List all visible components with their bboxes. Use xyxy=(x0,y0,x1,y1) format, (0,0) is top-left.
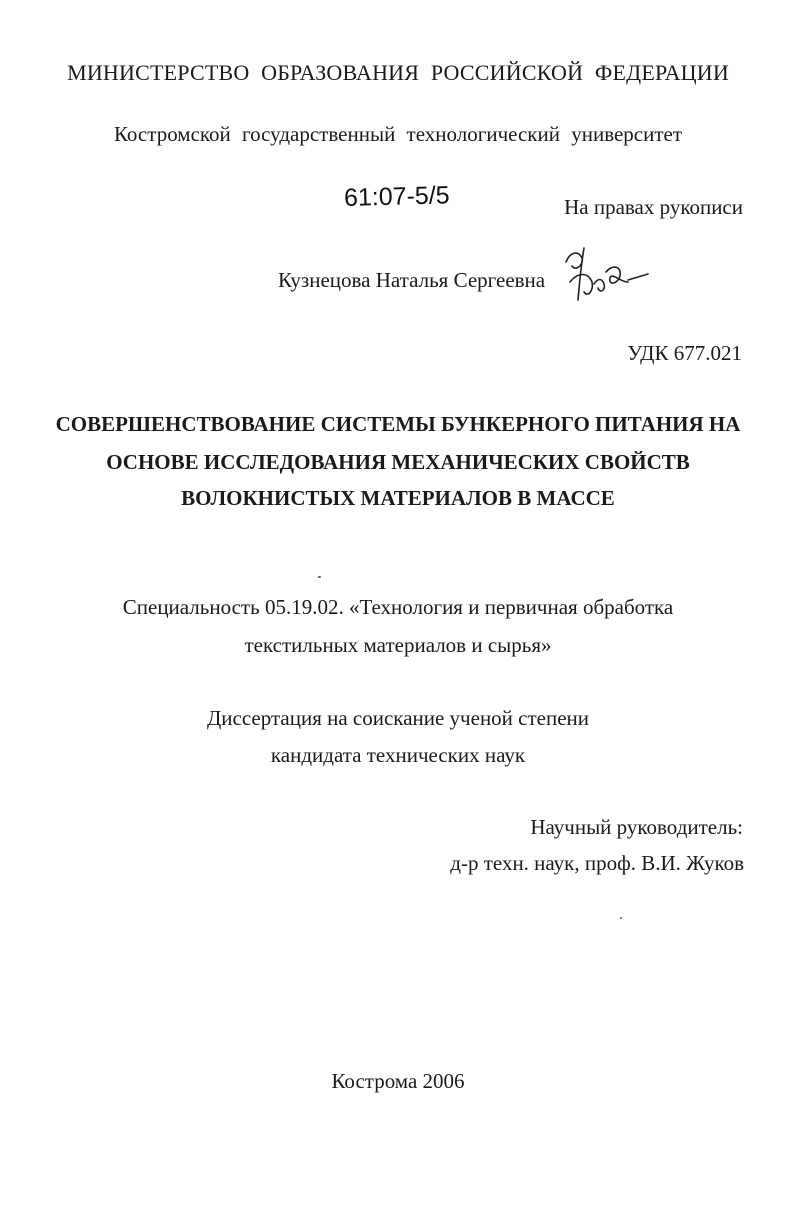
scan-speck xyxy=(318,576,321,578)
author-signature xyxy=(558,242,654,308)
scan-speck xyxy=(620,917,622,919)
university-name: Костромской государственный технологический университет xyxy=(113,122,683,146)
author-name: Кузнецова Наталья Сергеевна xyxy=(278,268,546,292)
supervisor-label: Научный руководитель: xyxy=(530,815,743,839)
supervisor-name: д-р техн. наук, проф. В.И. Жуков xyxy=(450,851,744,875)
archive-stamp-code: 61:07-5/5 xyxy=(343,181,450,212)
dissertation-title-line: ВОЛОКНИСТЫХ МАТЕРИАЛОВ В МАССЕ xyxy=(181,486,615,510)
rights-note: На правах рукописи xyxy=(564,195,743,219)
udc-code: УДК 677.021 xyxy=(627,341,742,365)
city-year: Кострома 2006 xyxy=(331,1069,465,1093)
degree-line: Диссертация на соискание ученой степени xyxy=(206,706,590,730)
specialty-line: текстильных материалов и сырья» xyxy=(244,633,552,657)
ministry-heading: МИНИСТЕРСТВО ОБРАЗОВАНИЯ РОССИЙСКОЙ ФЕДЕРАЦИИ xyxy=(67,60,729,85)
dissertation-title-line: СОВЕРШЕНСТВОВАНИЕ СИСТЕМЫ БУНКЕРНОГО ПИТАНИЯ НА xyxy=(55,412,741,436)
specialty-line: Специальность 05.19.02. «Технология и первичная обработка xyxy=(122,595,674,619)
dissertation-title-line: ОСНОВЕ ИССЛЕДОВАНИЯ МЕХАНИЧЕСКИХ СВОЙСТВ xyxy=(106,450,690,474)
degree-line: кандидата технических наук xyxy=(270,743,526,767)
